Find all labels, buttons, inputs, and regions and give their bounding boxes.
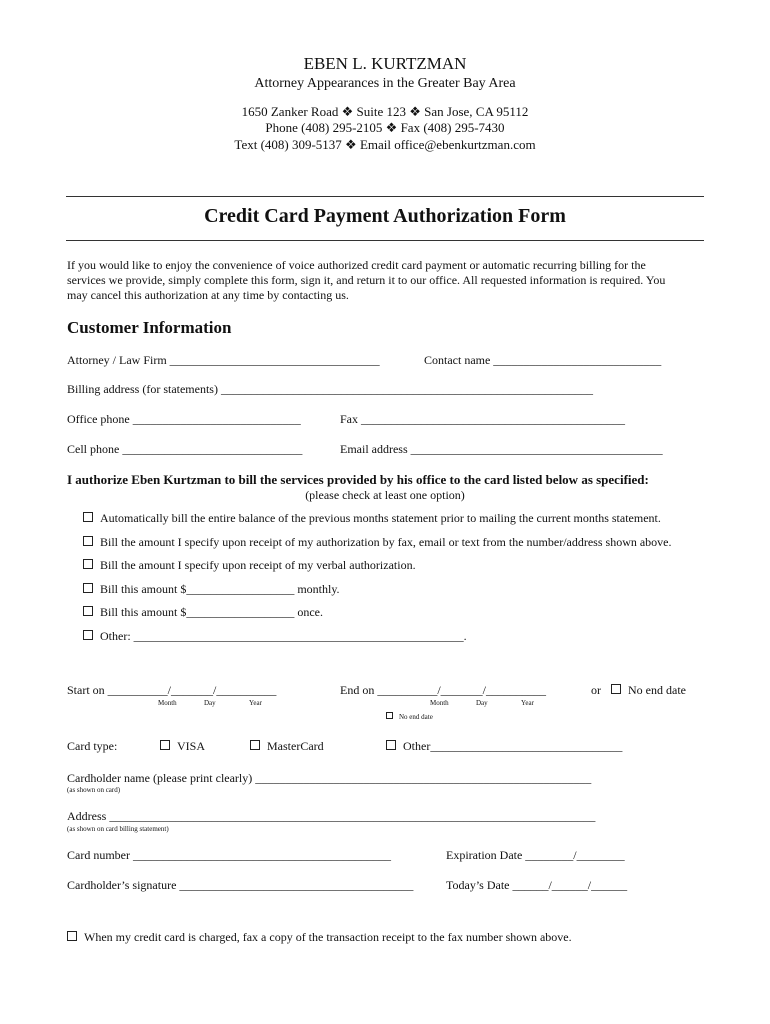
end-day-label: Day <box>476 699 488 707</box>
billing-address-field[interactable]: Billing address (for statements) ______________________________________________________________ <box>67 382 593 396</box>
card-type-other[interactable]: Other________________________________ <box>386 739 622 754</box>
checkbox-icon[interactable] <box>83 536 93 546</box>
option-other[interactable]: Other: _______________________________________________________. <box>83 629 467 644</box>
fax-field[interactable]: Fax ____________________________________________ <box>340 412 625 426</box>
cell-phone-field[interactable]: Cell phone ______________________________ <box>67 442 303 456</box>
option-bill-once[interactable]: Bill this amount $__________________ once. <box>83 605 323 620</box>
checkbox-icon[interactable] <box>386 740 396 750</box>
checkbox-icon[interactable] <box>160 740 170 750</box>
title-top-rule <box>66 196 704 197</box>
checkbox-icon[interactable] <box>83 606 93 616</box>
checkbox-icon[interactable] <box>386 712 393 719</box>
contact-name-field[interactable]: Contact name ____________________________ <box>424 353 662 367</box>
no-end-date-small-option[interactable]: No end date <box>386 712 433 721</box>
attorney-field[interactable]: Attorney / Law Firm ___________________________________ <box>67 353 380 367</box>
no-end-date-option[interactable]: No end date <box>611 683 686 698</box>
letterhead-address: 1650 Zanker Road ❖ Suite 123 ❖ San Jose, CA 95112 <box>241 104 529 119</box>
or-label: or <box>591 683 601 697</box>
card-address-field[interactable]: Address _________________________________________________________________________________ <box>67 809 596 823</box>
checkbox-icon[interactable] <box>83 512 93 522</box>
office-phone-field[interactable]: Office phone ____________________________ <box>67 412 301 426</box>
checkbox-icon[interactable] <box>611 684 621 694</box>
start-year-label: Year <box>249 699 262 707</box>
intro-line-3: may cancel this authorization at any time by contacting us. <box>67 288 349 302</box>
todays-date-field[interactable]: Today’s Date ______/______/______ <box>446 878 628 892</box>
card-number-field[interactable]: Card number ___________________________________________ <box>67 848 391 862</box>
end-month-label: Month <box>430 699 449 707</box>
card-type-visa[interactable]: VISA <box>160 739 205 754</box>
card-type-label: Card type: <box>67 739 118 753</box>
start-date-field[interactable]: Start on __________/_______/__________ <box>67 683 277 697</box>
intro-line-2: services we provide, simply complete this form, sign it, and return it to our office. All requested information is required. You <box>67 273 666 287</box>
cardholder-name-field[interactable]: Cardholder name (please print clearly) ________________________________________________________ <box>67 771 592 785</box>
email-field[interactable]: Email address __________________________________________ <box>340 442 663 456</box>
authorize-heading: I authorize Eben Kurtzman to bill the services provided by his office to the card listed below as specified: <box>67 472 649 487</box>
option-auto-bill[interactable]: Automatically bill the entire balance of the previous months statement prior to mailing the current months statement. <box>83 511 661 526</box>
signature-field[interactable]: Cardholder’s signature _______________________________________ <box>67 878 414 892</box>
option-bill-by-fax-email-text[interactable]: Bill the amount I specify upon receipt of my authorization by fax, email or text from the number/address shown above. <box>83 535 672 550</box>
letterhead-tagline: Attorney Appearances in the Greater Bay Area <box>254 76 516 91</box>
card-type-mastercard[interactable]: MasterCard <box>250 739 324 754</box>
checkbox-icon[interactable] <box>83 583 93 593</box>
start-day-label: Day <box>204 699 216 707</box>
intro-line-1: If you would like to enjoy the convenience of voice authorized credit card payment or automatic recurring billing for the <box>67 258 646 272</box>
fax-receipt-option[interactable]: When my credit card is charged, fax a copy of the transaction receipt to the fax number shown above. <box>67 930 572 945</box>
customer-info-heading: Customer Information <box>67 318 232 337</box>
end-date-field[interactable]: End on __________/_______/__________ <box>340 683 546 697</box>
option-bill-monthly[interactable]: Bill this amount $__________________ monthly. <box>83 582 340 597</box>
expiration-date-field[interactable]: Expiration Date ________/________ <box>446 848 625 862</box>
title-bottom-rule <box>66 240 704 241</box>
letterhead-contact: Text (408) 309-5137 ❖ Email office@ebenkurtzman.com <box>234 137 536 152</box>
checkbox-icon[interactable] <box>83 559 93 569</box>
option-verbal-authorization[interactable]: Bill the amount I specify upon receipt of my verbal authorization. <box>83 558 416 573</box>
letterhead-name: EBEN L. KURTZMAN <box>303 54 467 73</box>
end-year-label: Year <box>521 699 534 707</box>
authorize-note: (please check at least one option) <box>305 488 465 502</box>
cardholder-name-note: (as shown on card) <box>67 786 121 794</box>
card-address-note: (as shown on card billing statement) <box>67 825 169 833</box>
start-month-label: Month <box>158 699 177 707</box>
checkbox-icon[interactable] <box>83 630 93 640</box>
checkbox-icon[interactable] <box>67 931 77 941</box>
form-title: Credit Card Payment Authorization Form <box>204 205 566 227</box>
letterhead-phone: Phone (408) 295-2105 ❖ Fax (408) 295-7430 <box>265 120 505 135</box>
checkbox-icon[interactable] <box>250 740 260 750</box>
